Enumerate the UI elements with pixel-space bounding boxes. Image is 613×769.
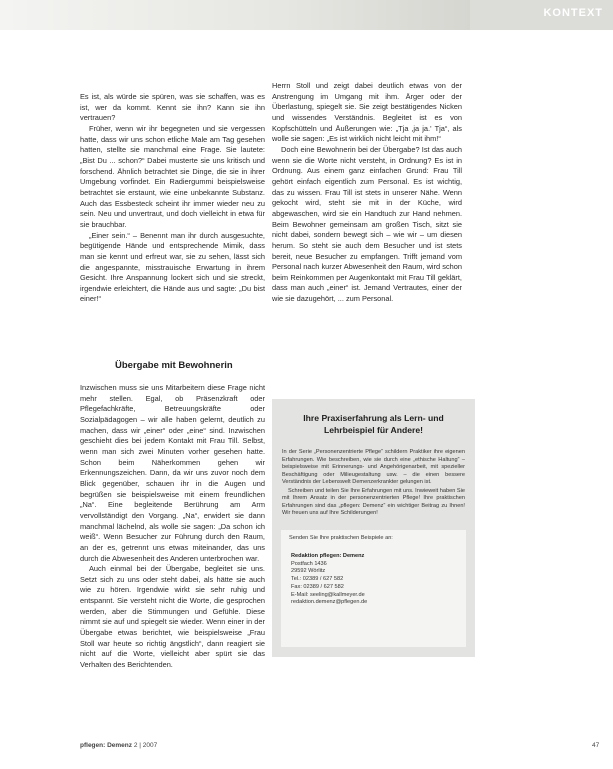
paragraph: Doch eine Bewohnerin bei der Übergabe? Ist das auch wenn sie die Worte nicht versteht, in Ordnung? Es ist in Ordnung. Aus einem ganz einfachen Grund: Frau Till gehört einfach eigentlich zum Personal. Es ist wichtig, das zu wissen. Frau Till ist stets in unserer Nähe. Wenn gekocht wird, steht sie mit in der Küche, wird abgewaschen, wird sie ein Handtuch zur Hand nehmen. Beim Bewohner gemeinsam am großen Tisch, sitzt sie nicht dabei, sondern bewegt sich – wie wir – um diesen herum. So steht sie auch dem Besucher und ist stets bereit, neue Besucher zu empfangen. Trifft jemand vom Personal nach kurzer Abwesenheit den Raum, wird schon beim Reinkommen per Augenkontakt mit Frau Till geklärt, dass man auch „einer“ ist. Jemand Vertrautes, einer der wie sie dazugehört, ... zum Personal. bbox=[272, 144, 462, 304]
box-title-line-2: Lehrbeispiel für Andere! bbox=[323, 424, 423, 435]
paragraph: „Einer sein.“ – Benennt man ihr durch ausgesuchte, begütigende Hände und entsprechende Mimik, dass man sie kennt und erfreut war, sie zu sehen, lässt sich die angespannte, misstrauische Erwartung in ihrem Gesicht. Ihre Anspannung lockert sich und sie streckt, irgendwie erleichtert, die Hände aus und sagte: „Du bist einer!“ bbox=[80, 230, 265, 304]
paragraph: Früher, wenn wir ihr begegneten und sie vergessen hatte, dass wir uns schon etliche Male am Tag gesehen hatten, stellte sie manchmal eine Frage. Sie lautete: „Bist Du ... schon?“ Dabei musterte sie uns kritisch und forschend. Ähnlich betrachtet sie Dinge, die sie in ihrer Umgebung vorfindet. Ein Radiergummi beispielsweise betrachtet sie erstaunt, wie eine unbekannte Substanz. Auch das Essbesteck scheint ihr immer wieder neu zu sein. Neu und unvertraut, und doch vielleicht in etwa für sie brauchbar. bbox=[80, 123, 265, 229]
column-2 bbox=[272, 81, 462, 305]
paragraph: Es ist, als würde sie spüren, was sie schaffen, was es ist, wer da kommt. Kennt sie ihn? Kann sie ihn vertrauen? bbox=[80, 92, 265, 123]
contact-fax: Fax: 02389 / 627 582 bbox=[291, 583, 344, 590]
contact-intro: Senden Sie Ihre praktischen Beispiele an: bbox=[289, 535, 393, 541]
section-label: KONTEXT bbox=[543, 7, 603, 19]
box-paragraph: In der Serie „Personenzentrierte Pflege“ schildern Praktiker ihre eigenen Erfahrungen. Wie beschreiben, wie sie durch eine „ethische Haltung“ – beispielsweise mit Erinnerungs- und Angehörigenarbeit, mit spezieller Beschäftigung oder Milieugestaltung usw. – die einen bessere Verständnis der Lebenswelt Demenzerkrankter gelungen ist. bbox=[282, 449, 465, 485]
column-1-bottom bbox=[80, 383, 265, 671]
box-title bbox=[272, 413, 475, 436]
issue-number: 2 | 2007 bbox=[133, 742, 158, 749]
subheading: Übergabe mit Bewohnerin bbox=[115, 360, 233, 371]
magazine-name: pflegen: Demenz bbox=[80, 742, 133, 749]
paragraph: Auch einmal bei der Übergabe, begleitet sie uns. Setzt sich zu uns oder steht dabei, als hätte sie auch wie zu hören. Irgendwie wirkt sie sehr ruhig und entspannt. Sie versteht nicht die Worte, die gesprochen werden, aber die Stimmungen und Gefühle. Diese nimmt sie auf und spiegelt sie wieder. Wenn einer in der Übergabe etwas berichtet, wie beispielsweise „Frau Stoll war heute so richtig ängstlich“, dann reagiert sie nicht auf die Worte, vielleicht aber spürt sie das Verhalten des Berichtenden. bbox=[80, 564, 265, 670]
contact-email: redaktion.demenz@pflegen.de bbox=[291, 599, 368, 606]
contact-address-line: Postfach 1436 bbox=[291, 560, 327, 567]
page-number: 47 bbox=[592, 742, 600, 749]
contact-address-line: 29592 Wörlitz bbox=[291, 568, 326, 575]
contact-email: E-Mail: seeling@kallmeyer.de bbox=[291, 591, 365, 598]
footer-magazine bbox=[80, 742, 157, 749]
paragraph: Herrn Stoll und zeigt dabei deutlich etwas von der Anstrengung im Umgang mit ihm. Ärger oder der Überlastung, spiegelt sie. Sie zeigt bestätigendes Nicken und wissendes Verständnis. Begleitet ist es von Kopfschütteln und Äußerungen wie: „Tja ‚ja ja.' Tja“, als wolle sie sagen: „Es ist wirklich nicht leicht mit ihm!“ bbox=[272, 81, 462, 144]
paragraph: Inzwischen muss sie uns Mitarbeitern diese Frage nicht mehr stellen. Egal, ob Präsenzkraft oder Pflegefachkräfte, Betreuungskräfte oder Sozialpädagogen – wir alle haben gelernt, deutlich zu machen, dass wir „einer“ oder „eine“ sind. Inzwischen geschieht dies bei jedem Kontakt mit Frau Till. Selbst, wenn man sich zwei Minuten vorher gesehen hatte. Schon beim Näherkommen gehen wir Erkennungszeichen. Dann, da wir uns zuvor noch dem Blick gegenüber, schauen ihr in die Augen und begrüßen sie beispielsweise mit einem freundlichen „Na“. Eine begleitende Berührung am Arm vervollständigt den Vorgang. „Na“, erwidert sie dann manchmal lächelnd, als wolle sie sagen: „Da schon ich weiß“. Wenn Besucher zur Führung durch den Raum, an der es, getrennt uns etwas miteinander, das uns durch die Abwesenheit des Anderen unterbrochen war. bbox=[80, 383, 265, 563]
call-for-submissions-box bbox=[272, 399, 475, 657]
section-header-bar bbox=[0, 0, 613, 30]
contact-phone: Tel.: 02389 / 627 582 bbox=[291, 576, 344, 583]
contact-details bbox=[291, 553, 367, 607]
header-gradient bbox=[0, 0, 470, 30]
box-paragraph: Schreiben und teilen Sie Ihre Erfahrungen mit uns. Inwieweit haben Sie mit Ihrem Ansatz in der personenzentrierten Pflege! Ihre praktischen Erfahrungen sind das „pflegen: Demenz“ ein wichtiger Beitrag zu Ihnen! Wir freuen uns auf Ihre Schilderungen! bbox=[282, 487, 465, 516]
contact-box bbox=[281, 530, 466, 647]
box-text bbox=[282, 449, 465, 519]
column-1-top bbox=[80, 92, 265, 305]
contact-organization: Redaktion pflegen: Demenz bbox=[291, 553, 365, 559]
box-title-line-1: Ihre Praxiserfahrung als Lern- und bbox=[303, 413, 444, 423]
